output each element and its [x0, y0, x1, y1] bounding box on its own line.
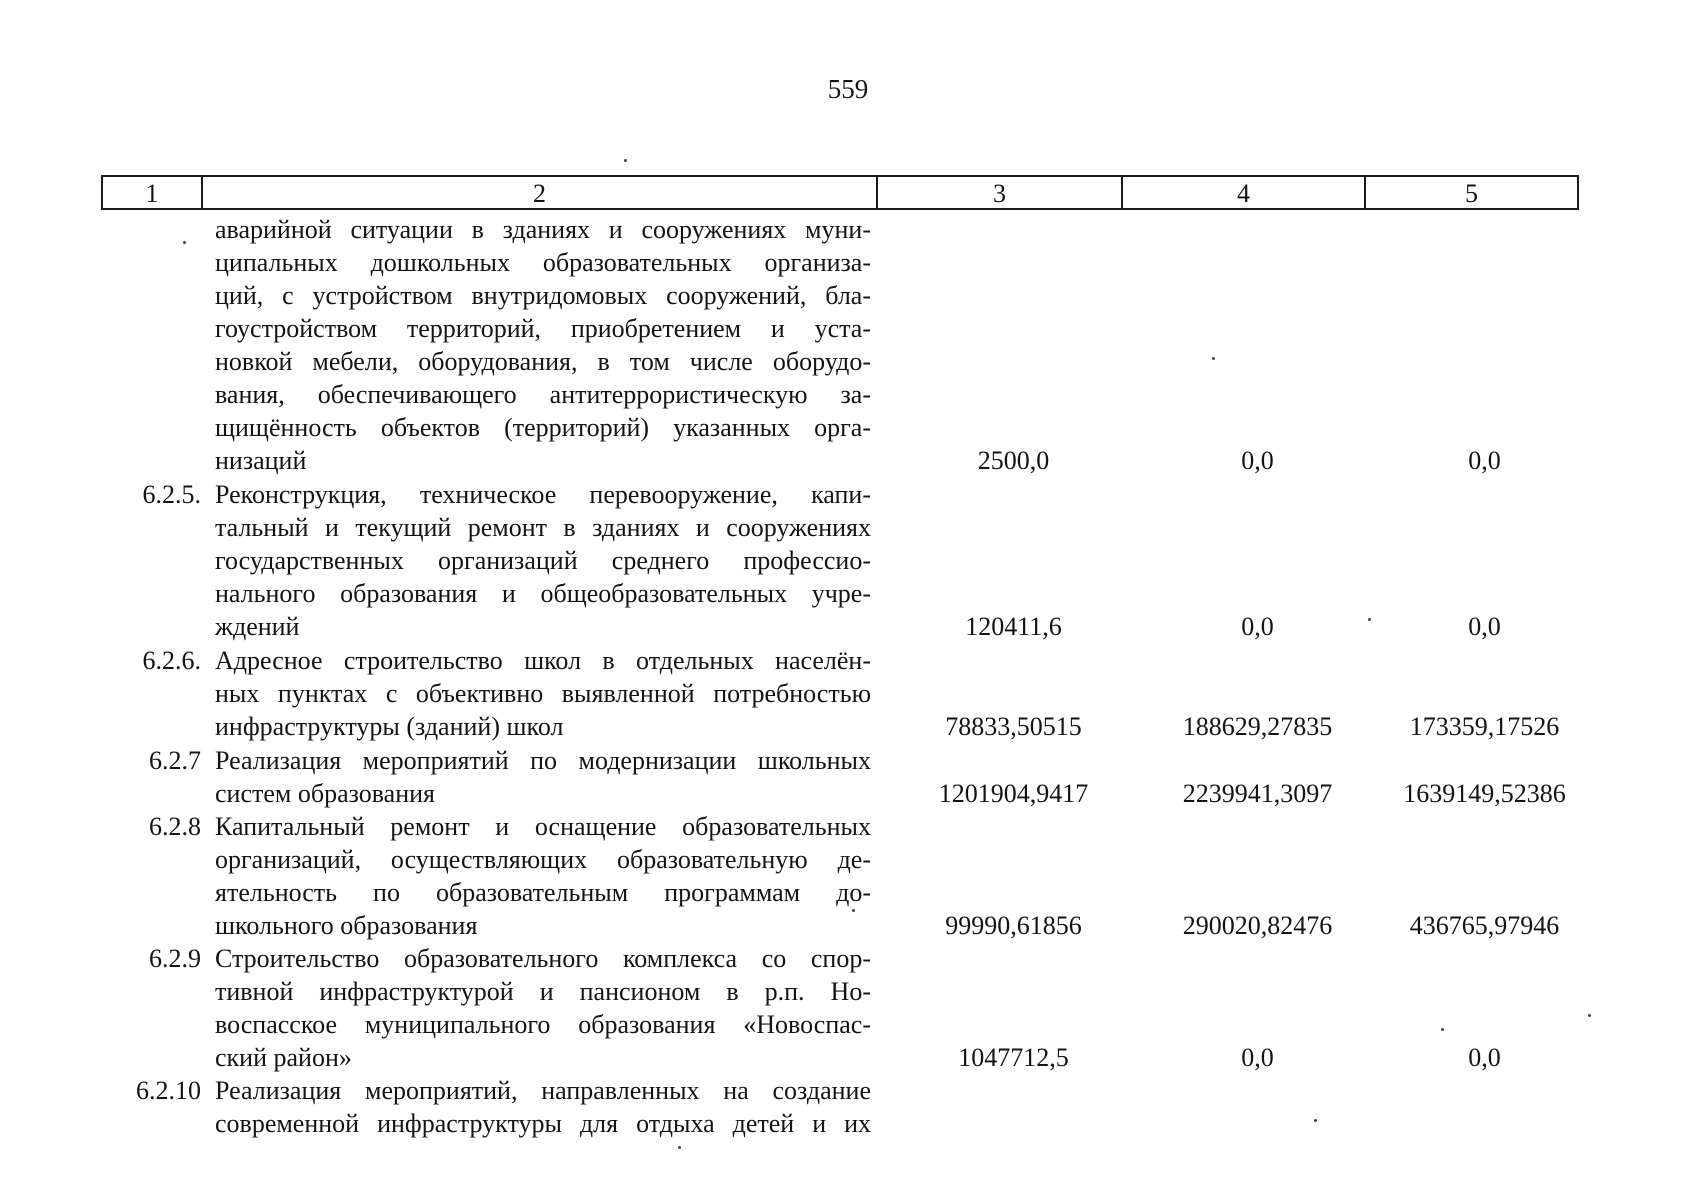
table-row [101, 644, 1579, 743]
value-column-3: 1201904,9417 [938, 779, 1089, 808]
scan-speck [624, 159, 627, 162]
row-number: 6.2.7 [149, 746, 201, 775]
description-line: нального образования и общеобразовательных учре- [215, 579, 871, 608]
row-number: 6.2.6. [142, 646, 201, 675]
description-line: Реконструкция, техническое перевооружение, капи- [215, 480, 871, 509]
description-line: инфраструктуры (зданий) школ [215, 712, 564, 741]
value-column-5: 0,0 [1468, 1043, 1501, 1072]
description-line: современной инфраструктуры для отдыха детей и их [215, 1109, 871, 1138]
column-header-1: 1 [103, 177, 203, 208]
column-header-3: 3 [878, 177, 1123, 208]
table-row [101, 942, 1579, 1074]
description-line: вания, обеспечивающего антитеррористическую за- [215, 380, 871, 409]
description-line: государственных организаций среднего профессио- [215, 546, 871, 575]
column-header-5: 5 [1465, 179, 1478, 208]
row-description [215, 478, 871, 643]
description-line: ятельность по образовательным программам до- [215, 878, 871, 907]
table-row [101, 213, 1579, 477]
value-column-5: 436765,97946 [1409, 911, 1560, 940]
row-description [215, 213, 871, 477]
description-line: тивной инфраструктурой и пансионом в р.п. Но- [215, 977, 871, 1006]
table-header-row [101, 175, 1579, 210]
scan-speck [1588, 1014, 1591, 1017]
row-description [215, 810, 871, 942]
description-line: ций, с устройством внутридомовых сооружений, бла- [215, 281, 871, 310]
value-column-5: 173359,17526 [1409, 712, 1560, 741]
description-line: систем образования [215, 779, 435, 808]
value-column-3: 2500,0 [977, 446, 1050, 475]
scan-speck [1441, 1028, 1444, 1031]
value-column-5: 0,0 [1468, 446, 1501, 475]
row-number: 6.2.10 [136, 1076, 201, 1105]
value-column-4: 188629,27835 [1182, 712, 1333, 741]
row-description [215, 942, 871, 1074]
scan-speck [183, 241, 186, 244]
table-row [101, 744, 1579, 810]
description-line: новкой мебели, оборудования, в том числе оборудо- [215, 347, 871, 376]
value-column-3: 1047712,5 [958, 1043, 1069, 1072]
description-line: Капитальный ремонт и оснащение образовательных [215, 812, 871, 841]
description-line: ский район» [215, 1043, 352, 1072]
description-line: организаций, осуществляющих образовательную де- [215, 845, 871, 874]
value-column-3: 78833,50515 [945, 712, 1082, 741]
value-column-3: 99990,61856 [945, 911, 1082, 940]
scan-speck [1314, 1119, 1317, 1122]
description-line: ципальных дошкольных образовательных организа- [215, 248, 871, 277]
page-number: 559 [827, 74, 869, 104]
description-line: аварийной ситуации в зданиях и сооружениях муни- [215, 215, 871, 244]
value-column-5: 1639149,52386 [1403, 779, 1566, 808]
row-description [215, 644, 871, 743]
description-line: ных пунктах с объективно выявленной потребностью [215, 679, 871, 708]
description-line: воспасское муниципального образования «Новоспас- [215, 1010, 871, 1039]
scan-speck [1212, 357, 1215, 360]
value-column-3: 120411,6 [965, 612, 1062, 641]
description-line: Реализация мероприятий по модернизации школьных [215, 746, 871, 775]
scan-speck [678, 1146, 681, 1149]
scan-speck [852, 909, 855, 912]
row-number: 6.2.5. [142, 480, 201, 509]
description-line: Строительство образовательного комплекса со спор- [215, 944, 871, 973]
description-line: щищённость объектов (территорий) указанных орга- [215, 413, 871, 442]
description-line: Адресное строительство школ в отдельных населён- [215, 646, 871, 675]
row-number: 6.2.8 [149, 812, 201, 841]
column-header-4: 4 [1123, 177, 1366, 208]
row-description [215, 744, 871, 810]
description-line: гоустройством территорий, приобретением и уста- [215, 314, 871, 343]
row-number: 6.2.9 [149, 944, 201, 973]
description-line: школьного образования [215, 911, 478, 940]
value-column-4: 0,0 [1241, 1043, 1274, 1072]
description-line: Реализация мероприятий, направленных на создание [215, 1076, 871, 1105]
value-column-4: 2239941,3097 [1182, 779, 1333, 808]
row-description [215, 1074, 871, 1140]
column-header-2: 2 [203, 177, 878, 208]
description-line: ждений [215, 612, 300, 641]
scan-speck [1368, 618, 1371, 621]
value-column-4: 0,0 [1241, 446, 1274, 475]
value-column-4: 0,0 [1241, 612, 1274, 641]
table-row [101, 810, 1579, 942]
value-column-5: 0,0 [1468, 612, 1501, 641]
description-line: низаций [215, 446, 307, 475]
table-row [101, 1074, 1579, 1140]
value-column-4: 290020,82476 [1182, 911, 1333, 940]
description-line: тальный и текущий ремонт в зданиях и сооружениях [215, 513, 871, 542]
table-row [101, 478, 1579, 643]
